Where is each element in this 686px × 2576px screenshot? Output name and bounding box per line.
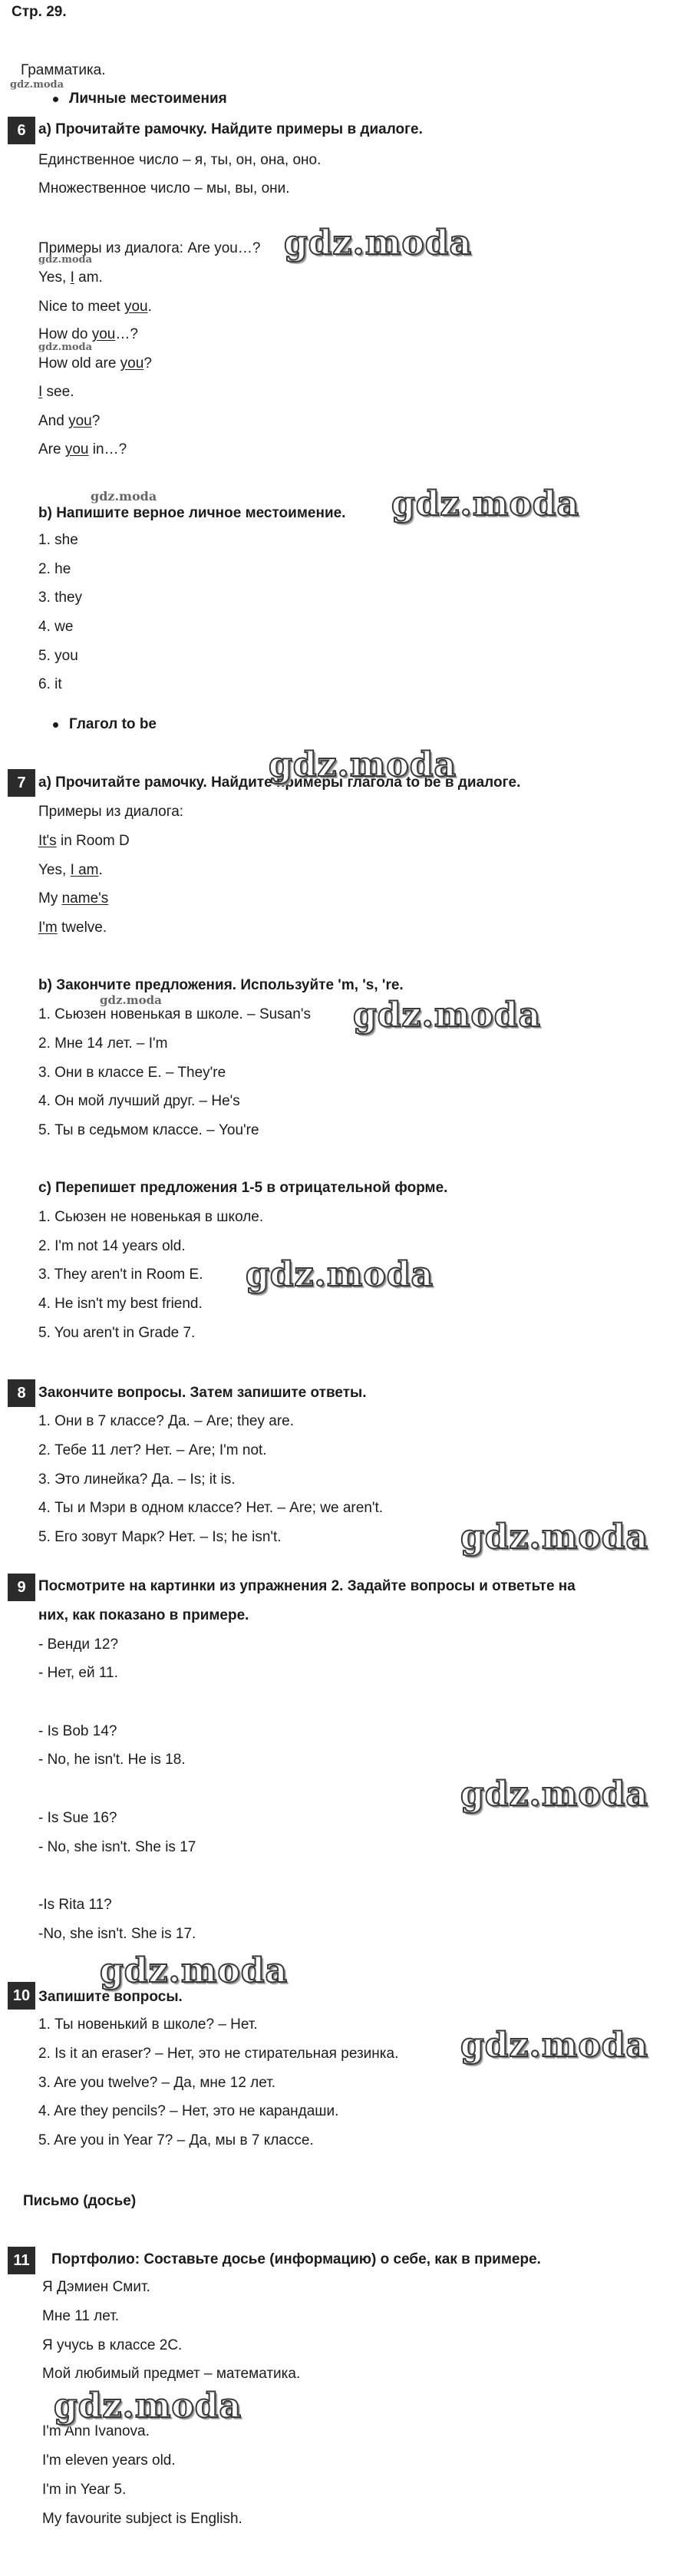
bullet-icon bbox=[53, 722, 58, 728]
watermark: gdz.moda bbox=[54, 2386, 242, 2426]
exercise-7a-title: a) Прочитайте рамочку. Найдите примеры глагола to be в диалоге. bbox=[38, 774, 521, 791]
exercise-number-6: 6 bbox=[8, 117, 35, 144]
ex11-line: I'm Ann Ivanova. bbox=[42, 2423, 150, 2439]
ex7-dialog-line-3: My name's bbox=[38, 890, 109, 907]
exercise-number-10: 10 bbox=[8, 1982, 35, 2010]
watermark: gdz.moda bbox=[246, 1255, 434, 1294]
watermark-small: gdz.moda bbox=[91, 489, 157, 504]
ex6-dialog-line-2: Nice to meet you. bbox=[38, 299, 152, 315]
ex10-item: 4. Are they pencils? – Нет, это не карандаши. bbox=[38, 2103, 339, 2119]
watermark: gdz.moda bbox=[353, 996, 542, 1035]
ex6-plural: Множественное число – мы, вы, они. bbox=[38, 180, 290, 197]
ex7b-item: 4. Он мой лучший друг. – He's bbox=[38, 1093, 240, 1109]
page-reference: Стр. 29. bbox=[12, 4, 67, 20]
ex10-item: 1. Ты новенький в школе? – Нет. bbox=[38, 2016, 258, 2033]
ex6-dialog-line-6: And you? bbox=[38, 413, 101, 429]
exercise-number-9: 9 bbox=[8, 1574, 35, 1601]
watermark: gdz.moda bbox=[391, 484, 580, 523]
ex9-line: - Венди 12? bbox=[38, 1636, 119, 1653]
ex7-examples-intro: Примеры из диалога: bbox=[38, 804, 184, 820]
ex11-line: Я Дэмиен Смит. bbox=[42, 2279, 150, 2295]
exercise-7b-title: b) Закончите предложения. Используйте 'm, 's, 're. bbox=[38, 977, 404, 993]
exercise-10-title: Запишите вопросы. bbox=[38, 1989, 183, 2005]
ex10-item: 5. Are you in Year 7? – Да, мы в 7 классе. bbox=[38, 2132, 314, 2148]
ex6-dialog-line-4: How old are you? bbox=[38, 355, 152, 372]
ex9-line: - Is Bob 14? bbox=[38, 1723, 117, 1739]
ex7b-item: 3. Они в классе E. – They're bbox=[38, 1065, 226, 1081]
watermark-small: gdz.moda bbox=[100, 993, 162, 1007]
ex7b-item: 2. Мне 14 лет. – I'm bbox=[38, 1035, 168, 1052]
watermark: gdz.moda bbox=[460, 1775, 649, 1814]
watermark: gdz.moda bbox=[284, 223, 473, 263]
ex7b-item: 5. Ты в седьмом классе. – You're bbox=[38, 1122, 259, 1138]
writing-heading: Письмо (досье) bbox=[23, 2193, 137, 2209]
ex10-item: 2. Is it an eraser? – Нет, это не стирательная резинка. bbox=[38, 2046, 399, 2062]
ex9-line: -No, she isn't. She is 17. bbox=[38, 1926, 196, 1942]
exercise-7c-title: c) Перепишет предложения 1-5 в отрицательной форме. bbox=[38, 1180, 448, 1196]
watermark-small: gdz.moda bbox=[10, 79, 64, 91]
ex6-answer: 6. it bbox=[38, 676, 62, 692]
ex8-item: 1. Они в 7 классе? Да. – Are; they are. bbox=[38, 1413, 294, 1429]
ex6-dialog-line-5: I see. bbox=[38, 384, 74, 400]
ex7c-item: 2. I'm not 14 years old. bbox=[38, 1238, 186, 1254]
ex11-line: Мне 11 лет. bbox=[42, 2308, 120, 2324]
exercise-6b-title: b) Напишите верное личное местоимение. bbox=[38, 505, 346, 521]
ex6-answer: 5. you bbox=[38, 648, 78, 664]
ex6-examples-intro: Примеры из диалога: Are you…? bbox=[38, 240, 261, 256]
ex11-line: Я учусь в классе 2С. bbox=[42, 2337, 183, 2353]
ex6-answer: 1. she bbox=[38, 532, 78, 548]
ex7-dialog-line-2: Yes, I am. bbox=[38, 862, 103, 878]
ex9-line: - No, he isn't. He is 18. bbox=[38, 1752, 186, 1768]
bullet-icon bbox=[53, 97, 58, 102]
ex9-line: -Is Rita 11? bbox=[38, 1897, 112, 1913]
ex7c-item: 4. He isn't my best friend. bbox=[38, 1296, 203, 1312]
ex6-answer: 2. he bbox=[38, 561, 71, 577]
ex6-dialog-line-7: Are you in…? bbox=[38, 441, 127, 457]
watermark: gdz.moda bbox=[100, 1951, 289, 1990]
watermark: gdz.moda bbox=[460, 1518, 649, 1557]
exercise-6a-title: a) Прочитайте рамочку. Найдите примеры в диалоге. bbox=[38, 121, 423, 137]
exercise-9-title-line-1: Посмотрите на картинки из упражнения 2. Задайте вопросы и ответьте на bbox=[38, 1578, 576, 1594]
ex11-line: I'm in Year 5. bbox=[42, 2482, 127, 2498]
exercise-11-title: Портфолио: Составьте досье (информацию) о себе, как в примере. bbox=[51, 2251, 541, 2267]
ex11-line: I'm eleven years old. bbox=[42, 2452, 176, 2469]
exercise-number-8: 8 bbox=[8, 1379, 35, 1407]
watermark: gdz.moda bbox=[460, 2026, 649, 2065]
ex9-line: - Is Sue 16? bbox=[38, 1810, 117, 1826]
ex7c-item: 1. Сьюзен не новенькая в школе. bbox=[38, 1209, 264, 1225]
exercise-8-title: Закончите вопросы. Затем запишите ответы. bbox=[38, 1385, 367, 1401]
ex8-item: 5. Его зовут Марк? Нет. – Is; he isn't. bbox=[38, 1529, 282, 1545]
ex10-item: 3. Are you twelve? – Да, мне 12 лет. bbox=[38, 2075, 276, 2091]
ex11-line: My favourite subject is English. bbox=[42, 2511, 242, 2527]
grammar-heading: Грамматика. bbox=[21, 62, 106, 78]
ex6-answer: 4. we bbox=[38, 619, 74, 635]
ex6-dialog-line-1: Yes, I am. bbox=[38, 269, 103, 286]
pronouns-heading: Личные местоимения bbox=[69, 91, 227, 107]
watermark: gdz.moda bbox=[269, 745, 457, 784]
ex6-singular: Единственное число – я, ты, он, она, оно. bbox=[38, 152, 322, 168]
ex7b-item: 1. Сьюзен новенькая в школе. – Susan's bbox=[38, 1006, 311, 1022]
exercise-number-7: 7 bbox=[8, 769, 35, 797]
ex7c-item: 5. You aren't in Grade 7. bbox=[38, 1325, 196, 1341]
verb-heading: Глагол to be bbox=[69, 716, 157, 732]
ex8-item: 2. Тебе 11 лет? Нет. – Are; I'm not. bbox=[38, 1442, 267, 1458]
ex6-dialog-line-3: How do you…? bbox=[38, 326, 138, 342]
watermark-small: gdz.moda bbox=[38, 254, 93, 266]
ex6-answer: 3. they bbox=[38, 590, 83, 606]
ex8-item: 4. Ты и Мэри в одном классе? Нет. – Are; we aren't. bbox=[38, 1500, 384, 1516]
ex9-line: - No, she isn't. She is 17 bbox=[38, 1839, 196, 1855]
exercise-9-title-line-2: них, как показано в примере. bbox=[38, 1607, 249, 1623]
ex9-line: - Нет, ей 11. bbox=[38, 1665, 118, 1681]
watermark-small: gdz.moda bbox=[38, 342, 93, 353]
ex7-dialog-line-1: It's in Room D bbox=[38, 833, 130, 849]
ex8-item: 3. Это линейка? Да. – Is; it is. bbox=[38, 1471, 236, 1488]
ex7-dialog-line-4: I'm twelve. bbox=[38, 920, 107, 936]
exercise-number-11: 11 bbox=[8, 2247, 35, 2274]
ex11-line: Мой любимый предмет – математика. bbox=[42, 2366, 301, 2382]
ex7c-item: 3. They aren't in Room E. bbox=[38, 1267, 203, 1283]
